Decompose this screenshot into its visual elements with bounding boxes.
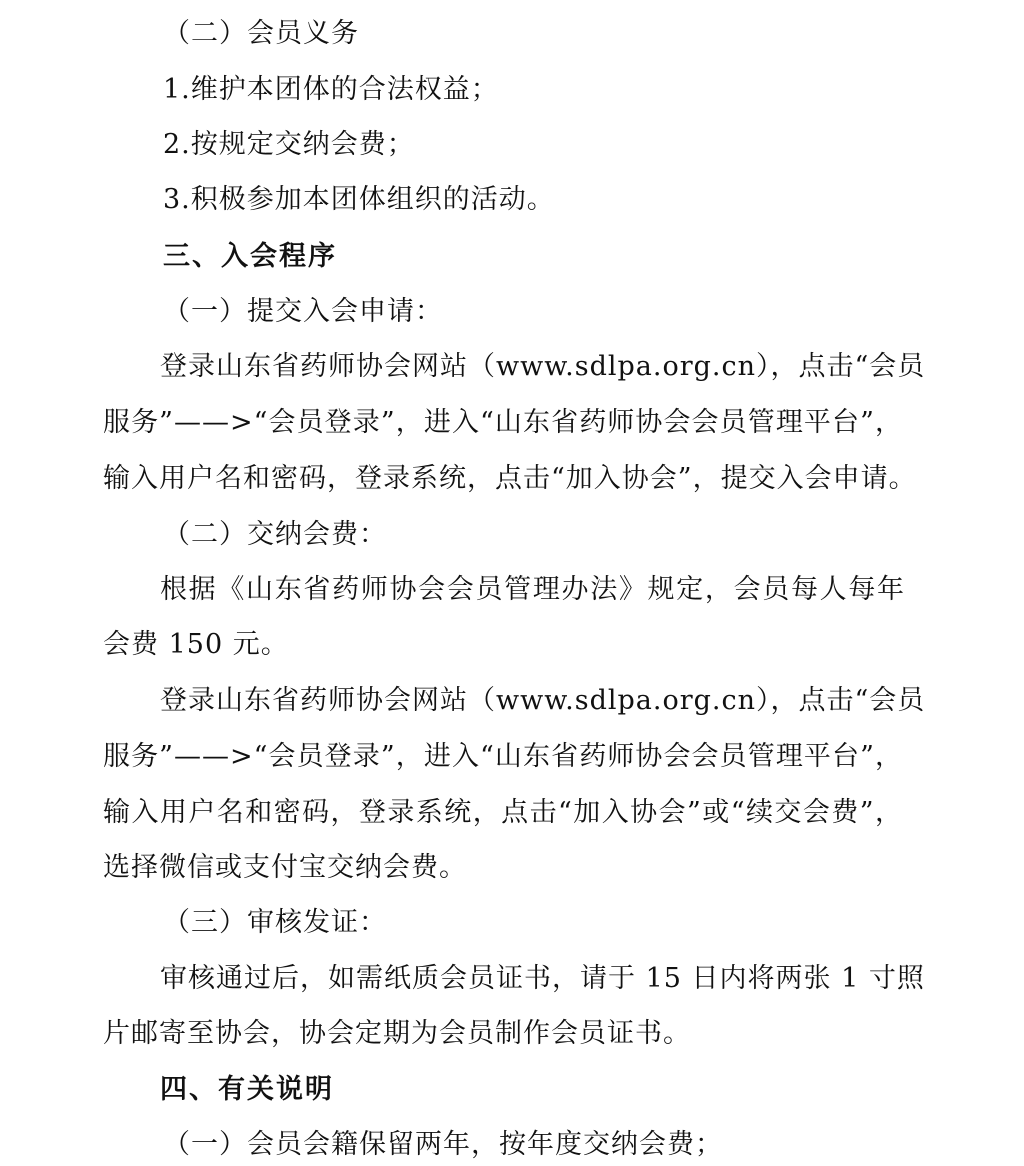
member-obligations-heading: （二）会员义务 (163, 18, 359, 49)
pay-fees-line-5: 输入用户名和密码，登录系统，点击“加入协会”或“续交会费”， (103, 797, 903, 828)
submit-application-line-3: 输入用户名和密码，登录系统，点击“加入协会”，提交入会申请。 (103, 463, 917, 494)
pay-fees-line-3: 登录山东省药师协会网站（www.sdlpa.org.cn），点击“会员 (160, 685, 926, 716)
obligation-item-2: 2.按规定交纳会费； (163, 129, 415, 160)
notes-item-1: （一）会员会籍保留两年，按年度交纳会费； (163, 1129, 723, 1160)
pay-fees-line-1: 根据《山东省药师协会会员管理办法》规定，会员每人每年 (160, 574, 905, 605)
review-certificate-line-2: 片邮寄至协会，协会定期为会员制作会员证书。 (103, 1018, 691, 1049)
pay-fees-line-4: 服务”——>“会员登录”，进入“山东省药师协会会员管理平台”， (103, 741, 903, 772)
pay-fees-line-6: 选择微信或支付宝交纳会费。 (103, 852, 467, 883)
review-certificate-line-1: 审核通过后，如需纸质会员证书，请于 15 日内将两张 1 寸照 (160, 963, 925, 994)
pay-fees-heading: （二）交纳会费： (163, 519, 387, 550)
pay-fees-line-2: 会费 150 元。 (103, 629, 289, 660)
review-certificate-heading: （三）审核发证： (163, 907, 387, 938)
submit-application-heading: （一）提交入会申请： (163, 296, 443, 327)
joining-procedure-heading: 三、入会程序 (163, 241, 337, 272)
submit-application-line-1: 登录山东省药师协会网站（www.sdlpa.org.cn），点击“会员 (160, 351, 926, 382)
submit-application-line-2: 服务”——>“会员登录”，进入“山东省药师协会会员管理平台”， (103, 407, 903, 438)
obligation-item-1: 1.维护本团体的合法权益； (163, 74, 499, 105)
obligation-item-3: 3.积极参加本团体组织的活动。 (163, 184, 555, 215)
notes-heading: 四、有关说明 (160, 1074, 334, 1105)
